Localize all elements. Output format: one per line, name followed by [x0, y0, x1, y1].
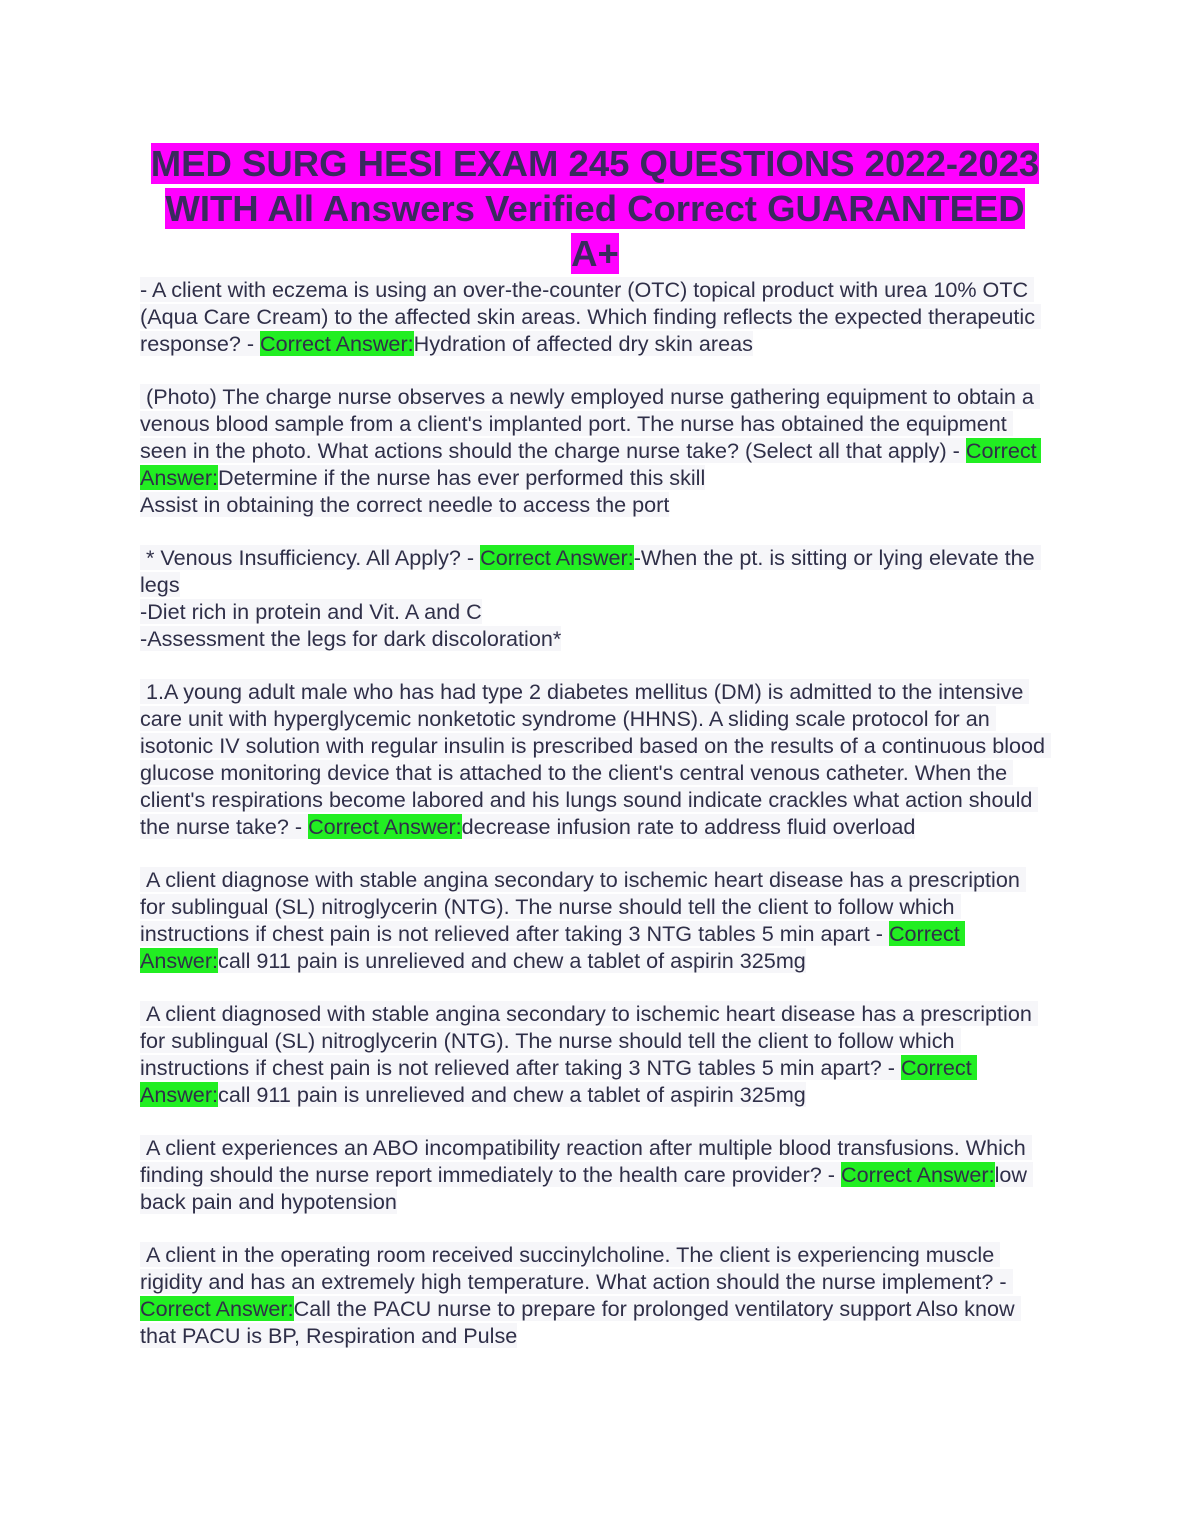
qa-item: [140, 1000, 1050, 1108]
correct-answer-label: Correct Answer:: [841, 1162, 995, 1187]
answer-text: -When the pt. is sitting or lying elevate the legs -Diet rich in protein and Vit. A and C -Assessment the legs for dark discoloration*: [140, 545, 1041, 651]
answer-text: low back pain and hypotension: [140, 1162, 1034, 1214]
qa-list: [140, 276, 1050, 1375]
qa-item: [140, 1241, 1050, 1349]
answer-text: Determine if the nurse has ever performed this skill Assist in obtaining the correct needle to access the port: [140, 465, 706, 517]
correct-answer-label: Correct Answer:: [140, 438, 1042, 490]
question-text: A client experiences an ABO incompatibility reaction after multiple blood transfusions. Which finding should the nurse report immediately to the health care provider? -: [140, 1135, 1032, 1187]
question-text: * Venous Insufficiency. All Apply? -: [140, 545, 481, 570]
answer-text: call 911 pain is unrelieved and chew a tablet of aspirin 325mg: [218, 1082, 806, 1107]
answer-text: Hydration of affected dry skin areas: [413, 331, 753, 356]
qa-item: [140, 276, 1050, 357]
correct-answer-label: Correct Answer:: [260, 331, 414, 356]
qa-item: [140, 544, 1050, 652]
qa-item: [140, 383, 1050, 518]
correct-answer-label: Correct Answer:: [140, 1055, 977, 1107]
question-text: A client in the operating room received succinylcholine. The client is experiencing muscle rigidity and has an extremely high temperature. What action should the nurse implement? -: [140, 1242, 1013, 1294]
question-text: - A client with eczema is using an over-the-counter (OTC) topical product with urea 10% OTC (Aqua Care Cream) to the affected skin areas. Which finding reflects the expected therapeutic response? -: [140, 277, 1042, 356]
document-title: MED SURG HESI EXAM 245 QUESTIONS 2022-2023 WITH All Answers Verified Correct GUARANTEED A+: [150, 143, 1040, 274]
qa-item: [140, 678, 1050, 840]
correct-answer-label: Correct Answer:: [140, 921, 965, 973]
answer-text: decrease infusion rate to address fluid overload: [461, 814, 916, 839]
correct-answer-label: Correct Answer:: [480, 545, 634, 570]
answer-text: call 911 pain is unrelieved and chew a tablet of aspirin 325mg: [218, 948, 806, 973]
qa-item: [140, 866, 1050, 974]
qa-item: [140, 1134, 1050, 1215]
correct-answer-label: Correct Answer:: [308, 814, 462, 839]
question-text: (Photo) The charge nurse observes a newly employed nurse gathering equipment to obtain a venous blood sample from a client's implanted port. The nurse has obtained the equipment seen in the photo. What actions should the charge nurse take? (Select all that apply) -: [140, 384, 1040, 463]
correct-answer-label: Correct Answer:: [140, 1296, 294, 1321]
question-text: 1.A young adult male who has had type 2 diabetes mellitus (DM) is admitted to the intensive care unit with hyperglycemic nonketotic syndrome (HHNS). A sliding scale protocol for an isotonic IV solution with regular insulin is prescribed based on the results of a continuous blood glucose monitoring device that is attached to the client's central venous catheter. When the client's respirations become labored and his lungs sound indicate crackles what action should the nurse take? -: [140, 679, 1052, 839]
answer-text: Call the PACU nurse to prepare for prolonged ventilatory support Also know that PACU is BP, Respiration and Pulse: [140, 1296, 1021, 1348]
question-text: A client diagnosed with stable angina secondary to ischemic heart disease has a prescription for sublingual (SL) nitroglycerin (NTG). The nurse should tell the client to follow which instructions if chest pain is not relieved after taking 3 NTG tables 5 min apart? -: [140, 1001, 1038, 1080]
question-text: A client diagnose with stable angina secondary to ischemic heart disease has a prescription for sublingual (SL) nitroglycerin (NTG). The nurse should tell the client to follow which instructions if chest pain is not relieved after taking 3 NTG tables 5 min apart -: [140, 867, 1026, 946]
